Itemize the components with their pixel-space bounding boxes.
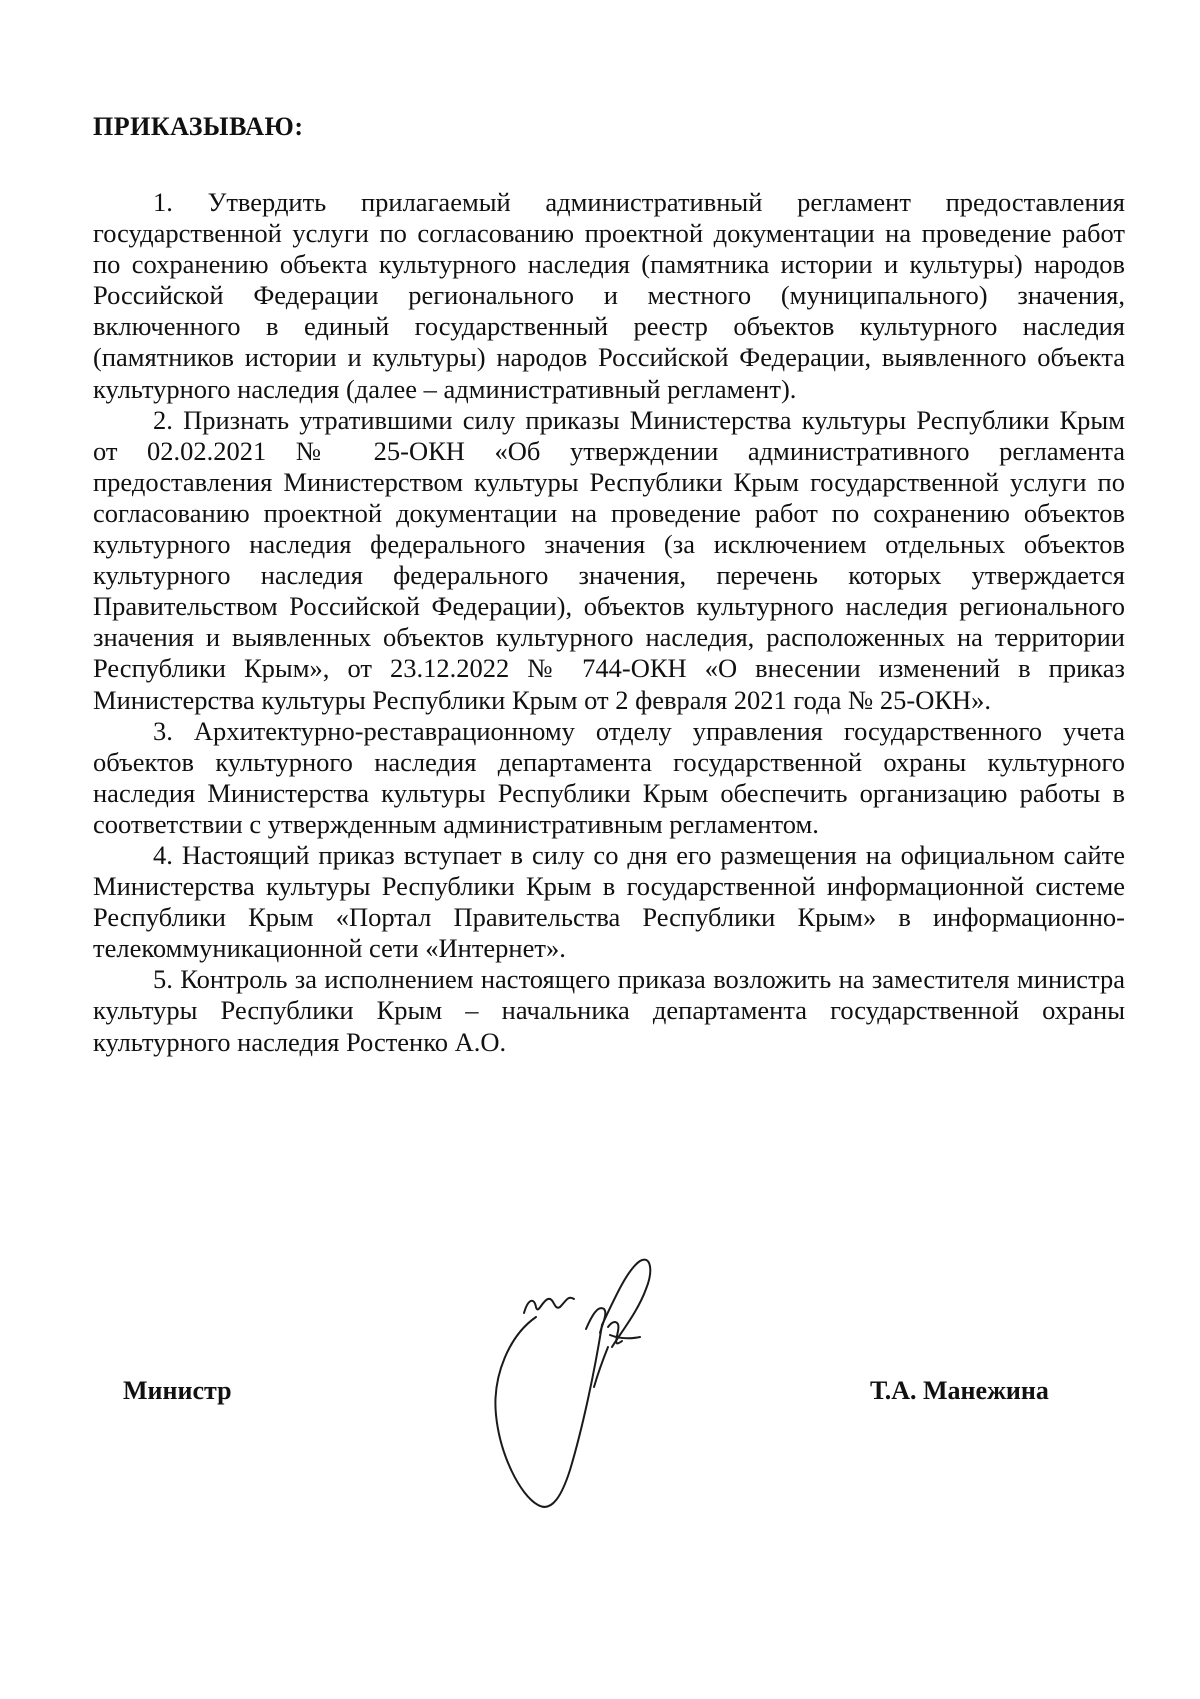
signatory-name: Т.А. Манежина [870, 1376, 1049, 1405]
paragraph-4: 4. Настоящий приказ вступает в силу со дня его размещения на официальном сайте Министерства культуры Республики Крым в государственной информационной системе Республики Крым «Портал Правительства Республики Крым» в информационно-телекоммуникационной сети «Интернет». [93, 839, 1125, 964]
order-heading: ПРИКАЗЫВАЮ: [93, 112, 304, 141]
paragraph-2: 2. Признать утратившими силу приказы Министерства культуры Республики Крым от 02.02.2021 № 25-ОКН «Об утверждении административного регламента предоставления Министерством культуры Республики Крым государственной услуги по согласованию проектной документации на проведение работ по сохранению объектов культурного наследия федерального значения (за исключением отдельных объектов культурного наследия федерального значения, перечень которых утверждается Правительством Российской Федерации), объектов культурного наследия регионального значения и выявленных объектов культурного наследия, расположенных на территории Республики Крым», от 23.12.2022 № 744-ОКН «О внесении изменений в приказ Министерства культуры Республики Крым от 2 февраля 2021 года № 25-ОКН». [93, 404, 1125, 715]
signatory-title: Министр [123, 1376, 232, 1405]
signature-block [0, 1255, 1200, 1555]
handwritten-signature [490, 1255, 730, 1555]
paragraph-1: 1. Утвердить прилагаемый административный регламент предоставления государственной услуги по согласованию проектной документации на проведение работ по сохранению объекта культурного наследия (памятника истории и культуры) народов Российской Федерации регионального и местного (муниципального) значения, включенного в единый государственный реестр объектов культурного наследия (памятников истории и культуры) народов Российской Федерации, выявленного объекта культурного наследия (далее – административный регламент). [93, 187, 1125, 404]
paragraph-3: 3. Архитектурно-реставрационному отделу управления государственного учета объектов культурного наследия департамента государственной охраны культурного наследия Министерства культуры Республики Крым обеспечить организацию работы в соответствии с утвержденным административным регламентом. [93, 715, 1125, 839]
order-body [93, 187, 1125, 1058]
paragraph-5: 5. Контроль за исполнением настоящего приказа возложить на заместителя министра культуры Республики Крым – начальника департамента государственной охраны культурного наследия Ростенко А.О. [93, 964, 1125, 1057]
